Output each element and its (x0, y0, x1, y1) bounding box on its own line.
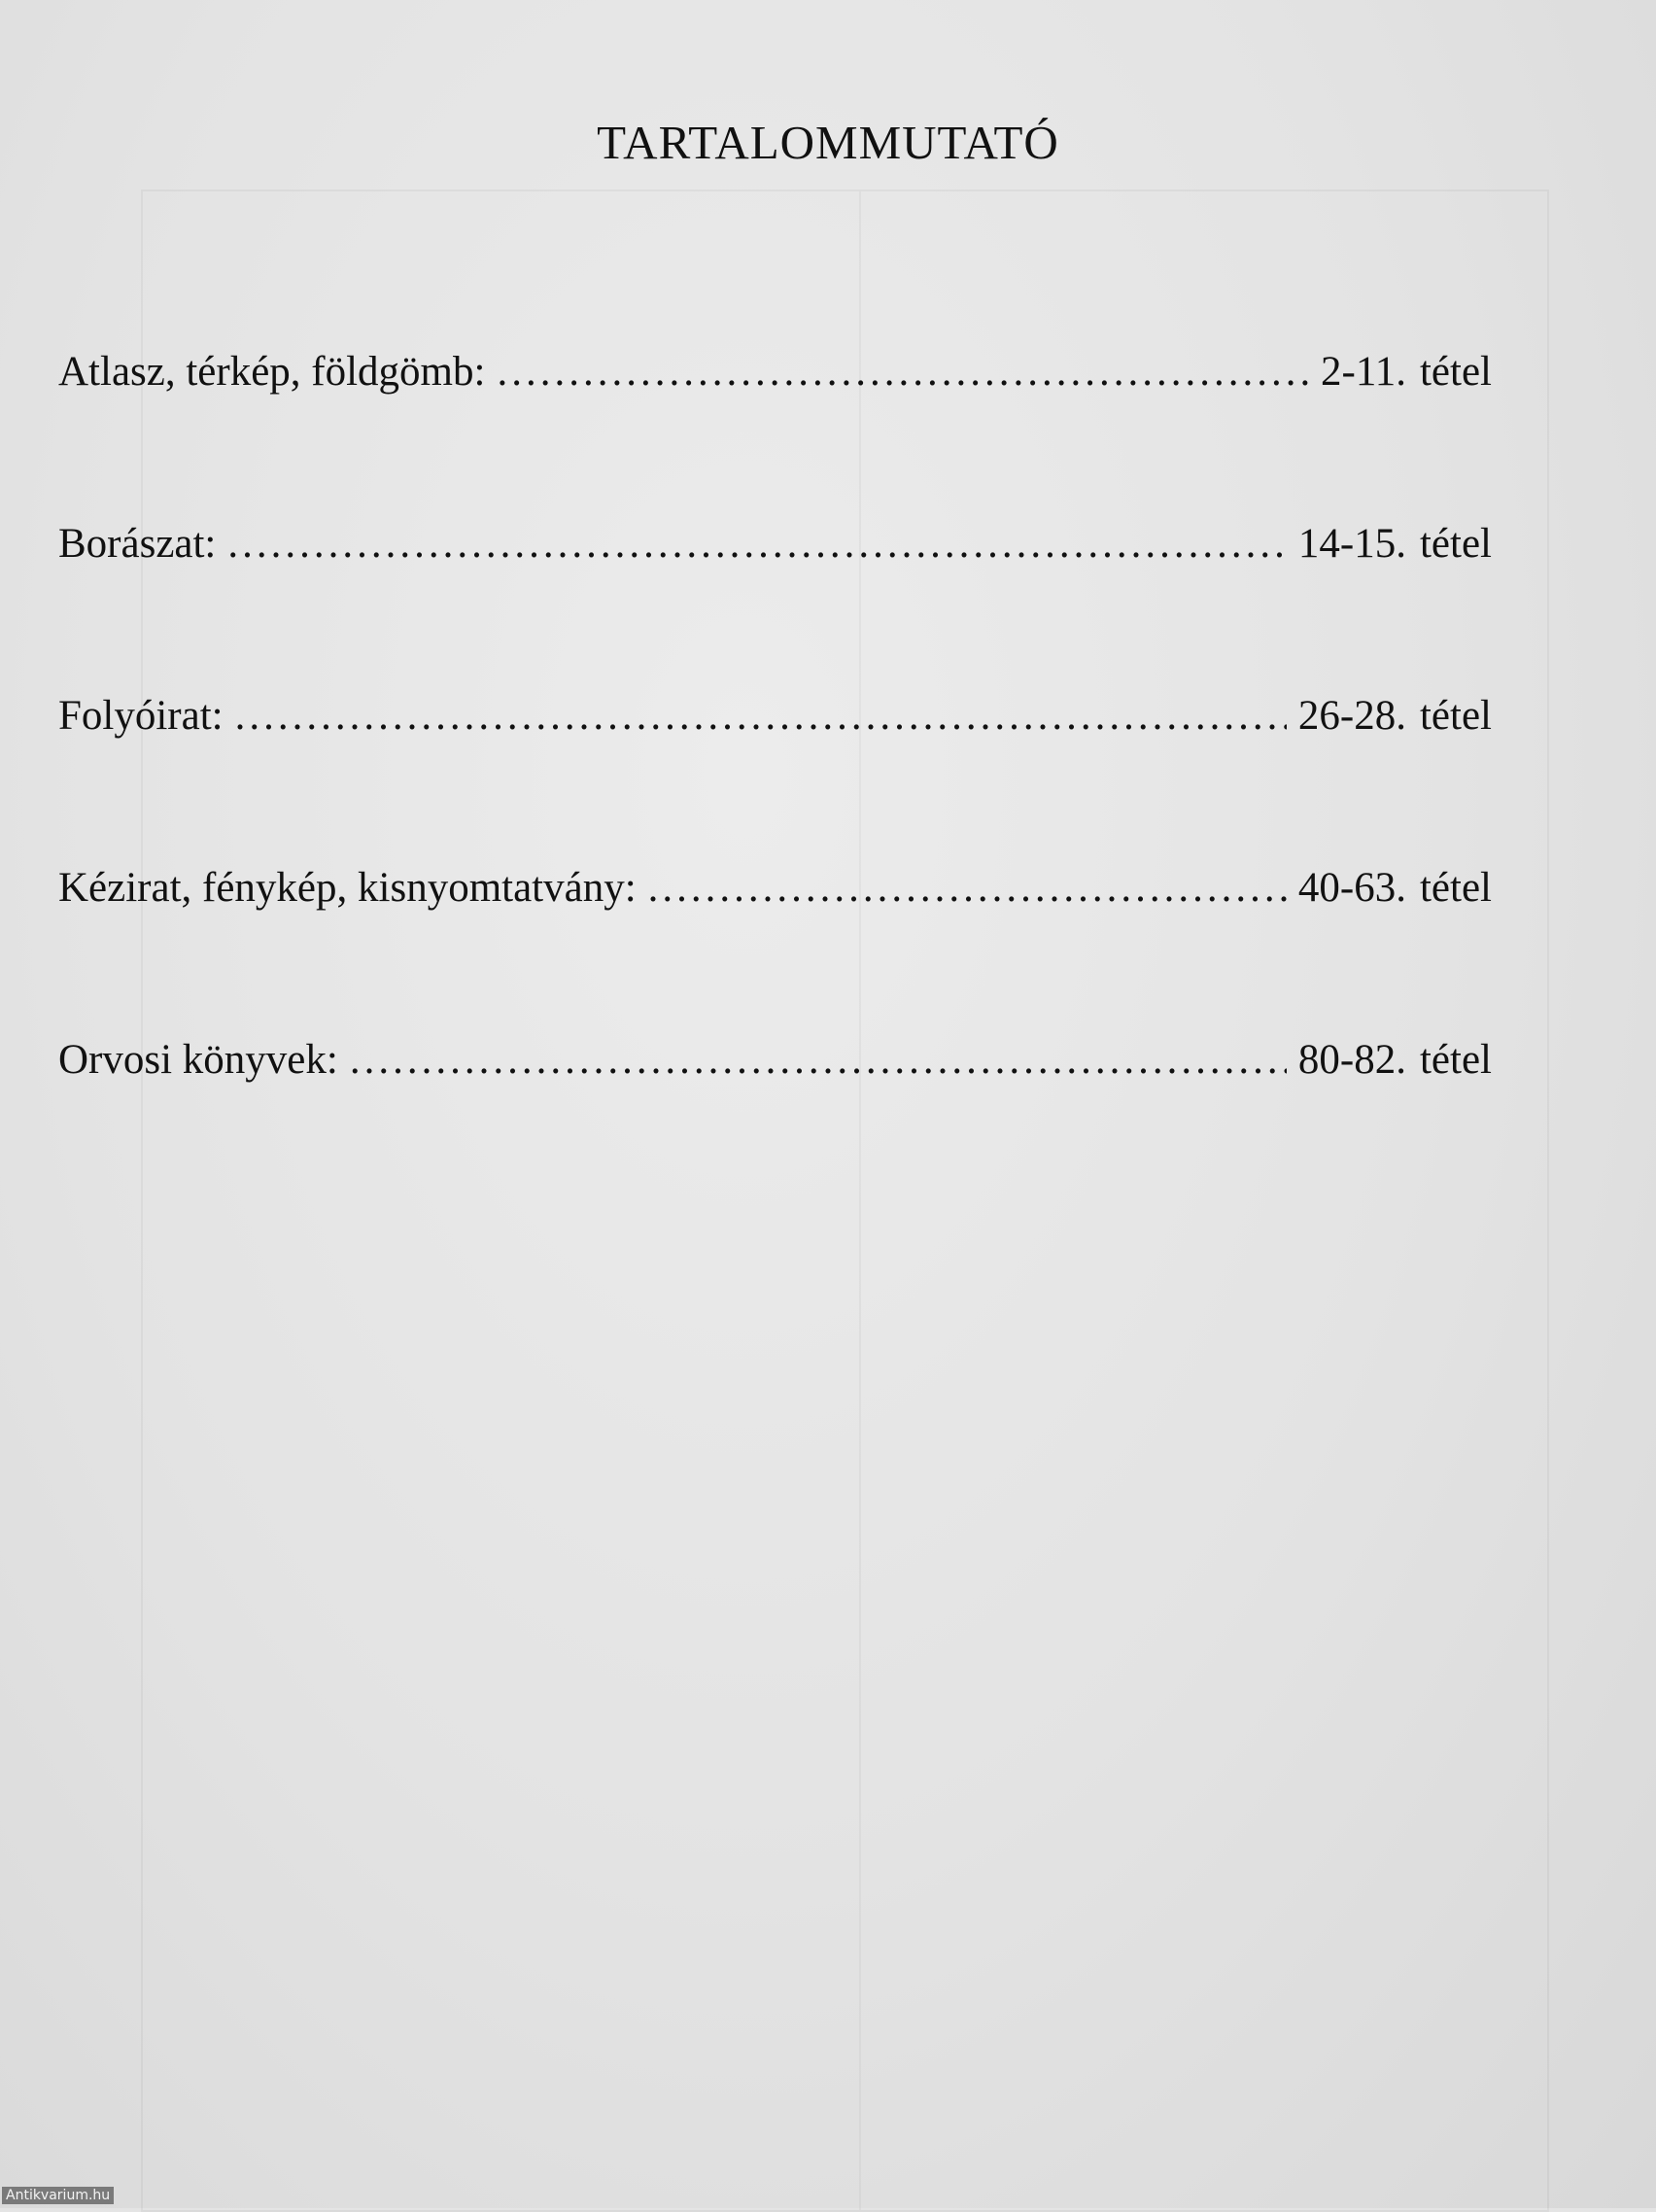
toc-entry-label: Atlasz, térkép, földgömb: (58, 349, 486, 395)
dot-leader (497, 348, 1309, 396)
dot-leader (235, 692, 1287, 740)
toc-entry-range: 2-11. (1321, 349, 1406, 395)
toc-entry-unit: tétel (1419, 349, 1492, 395)
toc-entry-unit: tétel (1419, 865, 1492, 911)
toc-entry-atlasz (58, 348, 1492, 520)
dot-leader (227, 520, 1287, 568)
toc-entry-unit: tétel (1419, 1037, 1492, 1083)
toc-entry-unit: tétel (1419, 521, 1492, 567)
toc-entry-boraszat (58, 520, 1492, 692)
toc-entry-unit: tétel (1419, 693, 1492, 739)
toc-entry-range: 80-82. (1297, 1037, 1406, 1083)
toc-entry-orvosi (58, 1036, 1492, 1208)
table-of-contents (58, 348, 1492, 1208)
toc-entry-label: Kézirat, fénykép, kisnyomtatvány: (58, 865, 637, 911)
toc-entry-range: 40-63. (1297, 865, 1406, 911)
toc-entry-range: 26-28. (1297, 693, 1406, 739)
toc-entry-label: Folyóirat: (58, 693, 224, 739)
page-title: TARTALOMMUTATÓ (597, 116, 1059, 169)
toc-entry-label: Orvosi könyvek: (58, 1037, 338, 1083)
dot-leader (350, 1036, 1287, 1084)
dot-leader (648, 864, 1287, 912)
toc-entry-kezirat (58, 864, 1492, 1036)
toc-entry-label: Borászat: (58, 521, 217, 567)
toc-entry-folyoirat (58, 692, 1492, 864)
toc-entry-range: 14-15. (1297, 521, 1406, 567)
watermark-label: Antikvarium.hu (2, 2187, 114, 2204)
